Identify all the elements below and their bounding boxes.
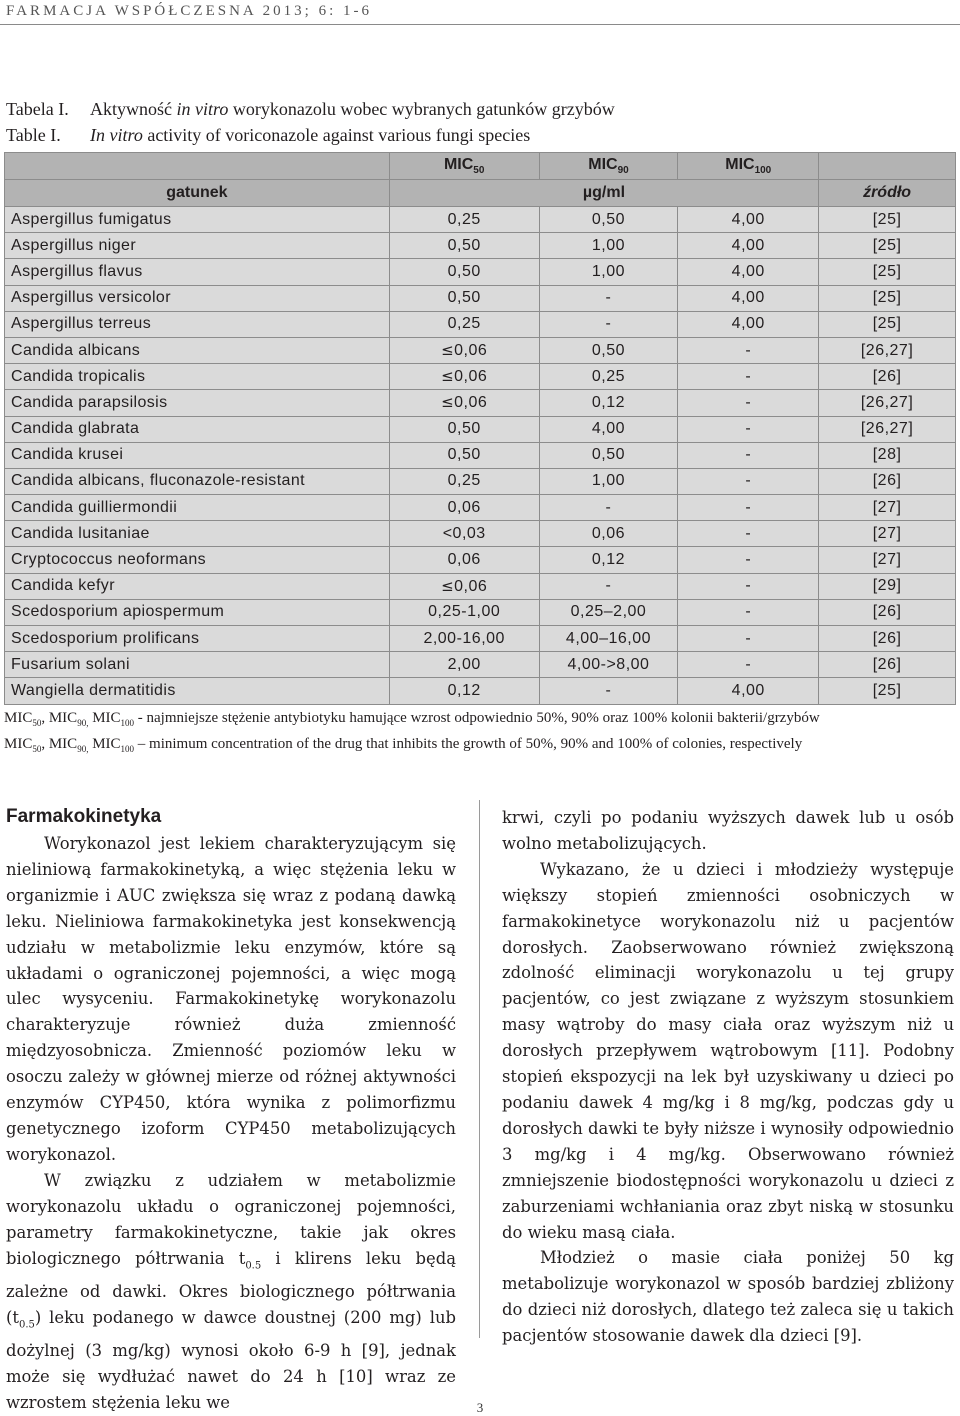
mic50-value: 0,25 bbox=[447, 210, 481, 228]
mic90-cell: - bbox=[539, 573, 678, 599]
source-cell: [26] bbox=[819, 599, 956, 625]
column-divider bbox=[479, 800, 480, 1338]
mic90-cell: 0,50 bbox=[539, 207, 678, 233]
mic50-value: 0,25 bbox=[447, 315, 481, 333]
mic50-value: 0,50 bbox=[447, 289, 481, 307]
mic50-cell bbox=[389, 547, 539, 573]
mic100-cell: - bbox=[678, 652, 819, 678]
less-or-equal-sign: ≤ bbox=[441, 576, 455, 595]
source-cell: [25] bbox=[819, 678, 956, 704]
table-row bbox=[5, 337, 956, 363]
mic90-cell: 0,50 bbox=[539, 337, 678, 363]
caption-label-en: Table I. bbox=[6, 125, 61, 145]
footnote-pl: $MIC_{50}$, $MIC_{90,}$ $MIC_{100}$ - najmniejsze stężenie antybiotyku hamujące wzrost odpowiednio 50%, 90% oraz 100% kolonii bakterii/grzybów bbox=[4, 710, 820, 728]
species-cell: Wangiella dermatitidis bbox=[5, 678, 390, 704]
table-row bbox=[5, 521, 956, 547]
mic50-cell bbox=[389, 652, 539, 678]
mic-table bbox=[4, 152, 956, 705]
mic100-cell: - bbox=[678, 416, 819, 442]
mic50-value: 0,06 bbox=[454, 577, 488, 595]
species-cell: Cryptococcus neoformans bbox=[5, 547, 390, 573]
mic50-value: 0,06 bbox=[454, 342, 488, 360]
mic100-cell: - bbox=[678, 573, 819, 599]
source-cell: [25] bbox=[819, 285, 956, 311]
left-column bbox=[6, 831, 456, 1416]
mic100-cell: - bbox=[678, 364, 819, 390]
mic50-cell bbox=[389, 521, 539, 547]
less-or-equal-sign: ≤ bbox=[441, 341, 455, 360]
source-cell: [26] bbox=[819, 626, 956, 652]
mic100-cell: - bbox=[678, 468, 819, 494]
source-cell: [27] bbox=[819, 547, 956, 573]
left-paragraph-2: W związku z udziałem w metabolizmie worykonazolu układu o ograniczonej pojemności, parametry farmakokinetyczne, takie jak okres biologicznego półtrwania $t_{0.5}$ i klirens leku będą zależne od dawki. Okres biologicznego półtrwania $(t_{0.5})$ leku podanego w dawce doustnej (200 mg) lub dożylnej (3 mg/kg) wynosi około 6-9 h [9], jednak może się wydłużać nawet do 24 h [10] wraz ze wzrostem stężenia leku we bbox=[6, 1170, 457, 1412]
mic50-value: 0,50 bbox=[447, 446, 481, 464]
mic50-cell bbox=[389, 442, 539, 468]
source-cell: [26] bbox=[819, 468, 956, 494]
mic50-value: 0,12 bbox=[447, 681, 481, 699]
header-unit: µg/ml bbox=[389, 180, 818, 207]
mic90-cell: - bbox=[539, 678, 678, 704]
species-cell: Candida guilliermondii bbox=[5, 495, 390, 521]
table-row bbox=[5, 233, 956, 259]
right-paragraph-2: Wykazano, że u dzieci i młodzieży występuje większy stopień zmienności osobniczych w farmakokinetyce worykonazolu niż u pacjentów dorosłych. Zaobserwowano również zwiększoną zdolność eliminacji worykonazolu u tej grupy pacjentów, co jest związane z wyższym stosunkiem masy wątroby do masy ciała oraz wyższym niż u dorosłych przepływem wątrobowym [11]. Podobny stopień ekspozycji na lek był uzyskiwany u dzieci po podaniu dawek 4 mg/kg i 8 mg/kg, podczas gdy u dorosłych dawki te były niższe i wynosiły odpowiednio 3 mg/kg i 4 mg/kg. Obserwowano również zmniejszenie biodostępności worykonazolu u dzieci z zaburzeniami wchłaniania oraz zbyt niską w stosunku do wieku masą ciała. bbox=[502, 859, 954, 1242]
table-row bbox=[5, 652, 956, 678]
mic50-cell bbox=[389, 259, 539, 285]
table-caption-en: Table I. In vitro activity of voriconazole against various fungi species bbox=[6, 125, 531, 145]
mic90-cell: 0,25 bbox=[539, 364, 678, 390]
mic100-cell: - bbox=[678, 599, 819, 625]
mic90-cell: 0,06 bbox=[539, 521, 678, 547]
header-mic50: $MIC_{50}$ bbox=[389, 153, 539, 180]
mic50-value: 0,25 bbox=[447, 472, 481, 490]
species-cell: Scedosporium prolificans bbox=[5, 626, 390, 652]
species-cell: Candida glabrata bbox=[5, 416, 390, 442]
mic100-cell: - bbox=[678, 626, 819, 652]
mic100-cell: - bbox=[678, 521, 819, 547]
caption-label-pl: Tabela I. bbox=[6, 99, 69, 119]
mic50-value: 0,50 bbox=[447, 262, 481, 280]
mic50-value: 0,06 bbox=[454, 368, 488, 386]
mic50-cell bbox=[389, 337, 539, 363]
mic50-cell bbox=[389, 599, 539, 625]
table-row bbox=[5, 285, 956, 311]
source-cell: [25] bbox=[819, 207, 956, 233]
mic50-value: 0,50 bbox=[447, 236, 481, 254]
mic50-cell bbox=[389, 390, 539, 416]
left-paragraph-1: Worykonazol jest lekiem charakteryzującym się nieliniową farmakokinetyką, a więc stężenia leku w organizmie i AUC zwiększa się wraz z podaną dawką leku. Nieliniowa farmakokinetyka jest konsekwencją udziału w metabolizmie leku enzymów, które są układami o ograniczonej pojemności, a więc mogą ulec wysyceniu. Farmakokinetykę worykonazolu charakteryzuje również duża zmienność międzyosobnicza. Zmienność poziomów leku w osoczu zależy w głównej mierze od różnej aktywności enzymów CYP450, która wynika z polimorfizmu genetycznego izoform CYP450 metabolizujących worykonazol. bbox=[6, 834, 456, 1164]
mic90-cell: 0,12 bbox=[539, 547, 678, 573]
mic50-cell bbox=[389, 468, 539, 494]
table-row bbox=[5, 678, 956, 704]
source-cell: [26,27] bbox=[819, 416, 956, 442]
table-row bbox=[5, 547, 956, 573]
source-cell: [26] bbox=[819, 652, 956, 678]
header-source: źródło bbox=[819, 180, 956, 207]
mic50-value: 2,00 bbox=[447, 655, 481, 673]
mic50-cell bbox=[389, 364, 539, 390]
mic90-cell: 1,00 bbox=[539, 233, 678, 259]
mic100-cell: 4,00 bbox=[678, 285, 819, 311]
source-cell: [27] bbox=[819, 495, 956, 521]
page-number: 3 bbox=[476, 1400, 484, 1415]
mic50-value: 0,06 bbox=[447, 498, 481, 516]
table-row bbox=[5, 599, 956, 625]
species-cell: Candida albicans bbox=[5, 337, 390, 363]
mic90-cell: 4,00–16,00 bbox=[539, 626, 678, 652]
species-cell: Aspergillus niger bbox=[5, 233, 390, 259]
mic90-cell: 1,00 bbox=[539, 259, 678, 285]
mic100-cell: - bbox=[678, 495, 819, 521]
mic50-value: 2,00-16,00 bbox=[423, 629, 505, 647]
table-row bbox=[5, 573, 956, 599]
source-cell: [26,27] bbox=[819, 390, 956, 416]
mic50-cell bbox=[389, 626, 539, 652]
mic50-cell bbox=[389, 233, 539, 259]
journal-header bbox=[0, 0, 960, 25]
source-cell: [29] bbox=[819, 573, 956, 599]
source-cell: [26,27] bbox=[819, 337, 956, 363]
mic100-cell: - bbox=[678, 337, 819, 363]
species-cell: Aspergillus fumigatus bbox=[5, 207, 390, 233]
mic50-value: 0,50 bbox=[447, 420, 481, 438]
mic50-value: 0,25-1,00 bbox=[428, 603, 501, 621]
right-paragraph-1: krwi, czyli po podaniu wyższych dawek lub u osób wolno metabolizujących. bbox=[502, 808, 954, 853]
mic50-cell bbox=[389, 311, 539, 337]
header-spacer bbox=[5, 153, 390, 180]
mic90-cell: - bbox=[539, 285, 678, 311]
mic100-cell: 4,00 bbox=[678, 678, 819, 704]
source-cell: [28] bbox=[819, 442, 956, 468]
species-cell: Candida tropicalis bbox=[5, 364, 390, 390]
less-or-equal-sign: ≤ bbox=[441, 367, 455, 386]
right-paragraph-3: Młodzież o masie ciała poniżej 50 kg metabolizuje worykonazol w sposób bardziej zbliżony do dzieci niż dorosłych, dlatego też zaleca się u takich pacjentów stosowanie dawek dla dzieci [9]. bbox=[502, 1248, 954, 1346]
species-cell: Candida lusitaniae bbox=[5, 521, 390, 547]
table-row bbox=[5, 311, 956, 337]
header-mic100: $MIC_{100}$ bbox=[678, 153, 819, 180]
source-cell: [26] bbox=[819, 364, 956, 390]
table-row bbox=[5, 626, 956, 652]
species-cell: Candida parapsilosis bbox=[5, 390, 390, 416]
table-row bbox=[5, 416, 956, 442]
table-row bbox=[5, 207, 956, 233]
mic90-cell: 1,00 bbox=[539, 468, 678, 494]
source-cell: [27] bbox=[819, 521, 956, 547]
species-cell: Candida krusei bbox=[5, 442, 390, 468]
mic50-value: <0,03 bbox=[442, 524, 486, 542]
table-row bbox=[5, 259, 956, 285]
mic100-cell: 4,00 bbox=[678, 207, 819, 233]
mic50-cell bbox=[389, 678, 539, 704]
mic100-cell: 4,00 bbox=[678, 259, 819, 285]
header-mic90: $MIC_{90}$ bbox=[539, 153, 678, 180]
mic90-cell: 0,25–2,00 bbox=[539, 599, 678, 625]
source-cell: [25] bbox=[819, 311, 956, 337]
mic100-cell: - bbox=[678, 547, 819, 573]
mic90-cell: 4,00 bbox=[539, 416, 678, 442]
header-spacer-2 bbox=[819, 153, 956, 180]
mic50-value: 0,06 bbox=[447, 551, 481, 569]
section-title: Farmakokinetyka bbox=[6, 806, 162, 827]
mic50-cell bbox=[389, 573, 539, 599]
species-cell: Aspergillus terreus bbox=[5, 311, 390, 337]
mic100-cell: - bbox=[678, 442, 819, 468]
source-cell: [25] bbox=[819, 233, 956, 259]
table-row bbox=[5, 364, 956, 390]
mic50-cell bbox=[389, 207, 539, 233]
species-cell: Fusarium solani bbox=[5, 652, 390, 678]
header-species: gatunek bbox=[5, 180, 390, 207]
mic50-cell bbox=[389, 495, 539, 521]
source-cell: [25] bbox=[819, 259, 956, 285]
mic100-cell: 4,00 bbox=[678, 311, 819, 337]
species-cell: Candida kefyr bbox=[5, 573, 390, 599]
table-caption-pl: Tabela I. Aktywność in vitro worykonazolu wobec wybranych gatunków grzybów bbox=[6, 99, 615, 119]
mic50-cell bbox=[389, 285, 539, 311]
species-cell: Scedosporium apiospermum bbox=[5, 599, 390, 625]
mic90-cell: - bbox=[539, 311, 678, 337]
mic100-cell: - bbox=[678, 390, 819, 416]
table-row bbox=[5, 390, 956, 416]
mic90-cell: 0,50 bbox=[539, 442, 678, 468]
less-or-equal-sign: ≤ bbox=[441, 393, 455, 412]
right-column bbox=[502, 805, 954, 1349]
mic50-cell bbox=[389, 416, 539, 442]
journal-title: FARMACJA WSPÓŁCZESNA 2013; 6: 1-6 bbox=[6, 3, 372, 19]
species-cell: Aspergillus versicolor bbox=[5, 285, 390, 311]
mic90-cell: 0,12 bbox=[539, 390, 678, 416]
table-row bbox=[5, 495, 956, 521]
footnote-en: $MIC_{50}$, $MIC_{90,}$ $MIC_{100}$ – minimum concentration of the drug that inhibits the growth of 50%, 90% and 100% of colonies, respectively bbox=[4, 736, 803, 754]
mic100-cell: 4,00 bbox=[678, 233, 819, 259]
mic50-value: 0,06 bbox=[454, 394, 488, 412]
table-row bbox=[5, 442, 956, 468]
mic90-cell: - bbox=[539, 495, 678, 521]
table-row bbox=[5, 468, 956, 494]
mic90-cell: 4,00->8,00 bbox=[539, 652, 678, 678]
species-cell: Candida albicans, fluconazole-resistant bbox=[5, 468, 390, 494]
species-cell: Aspergillus flavus bbox=[5, 259, 390, 285]
